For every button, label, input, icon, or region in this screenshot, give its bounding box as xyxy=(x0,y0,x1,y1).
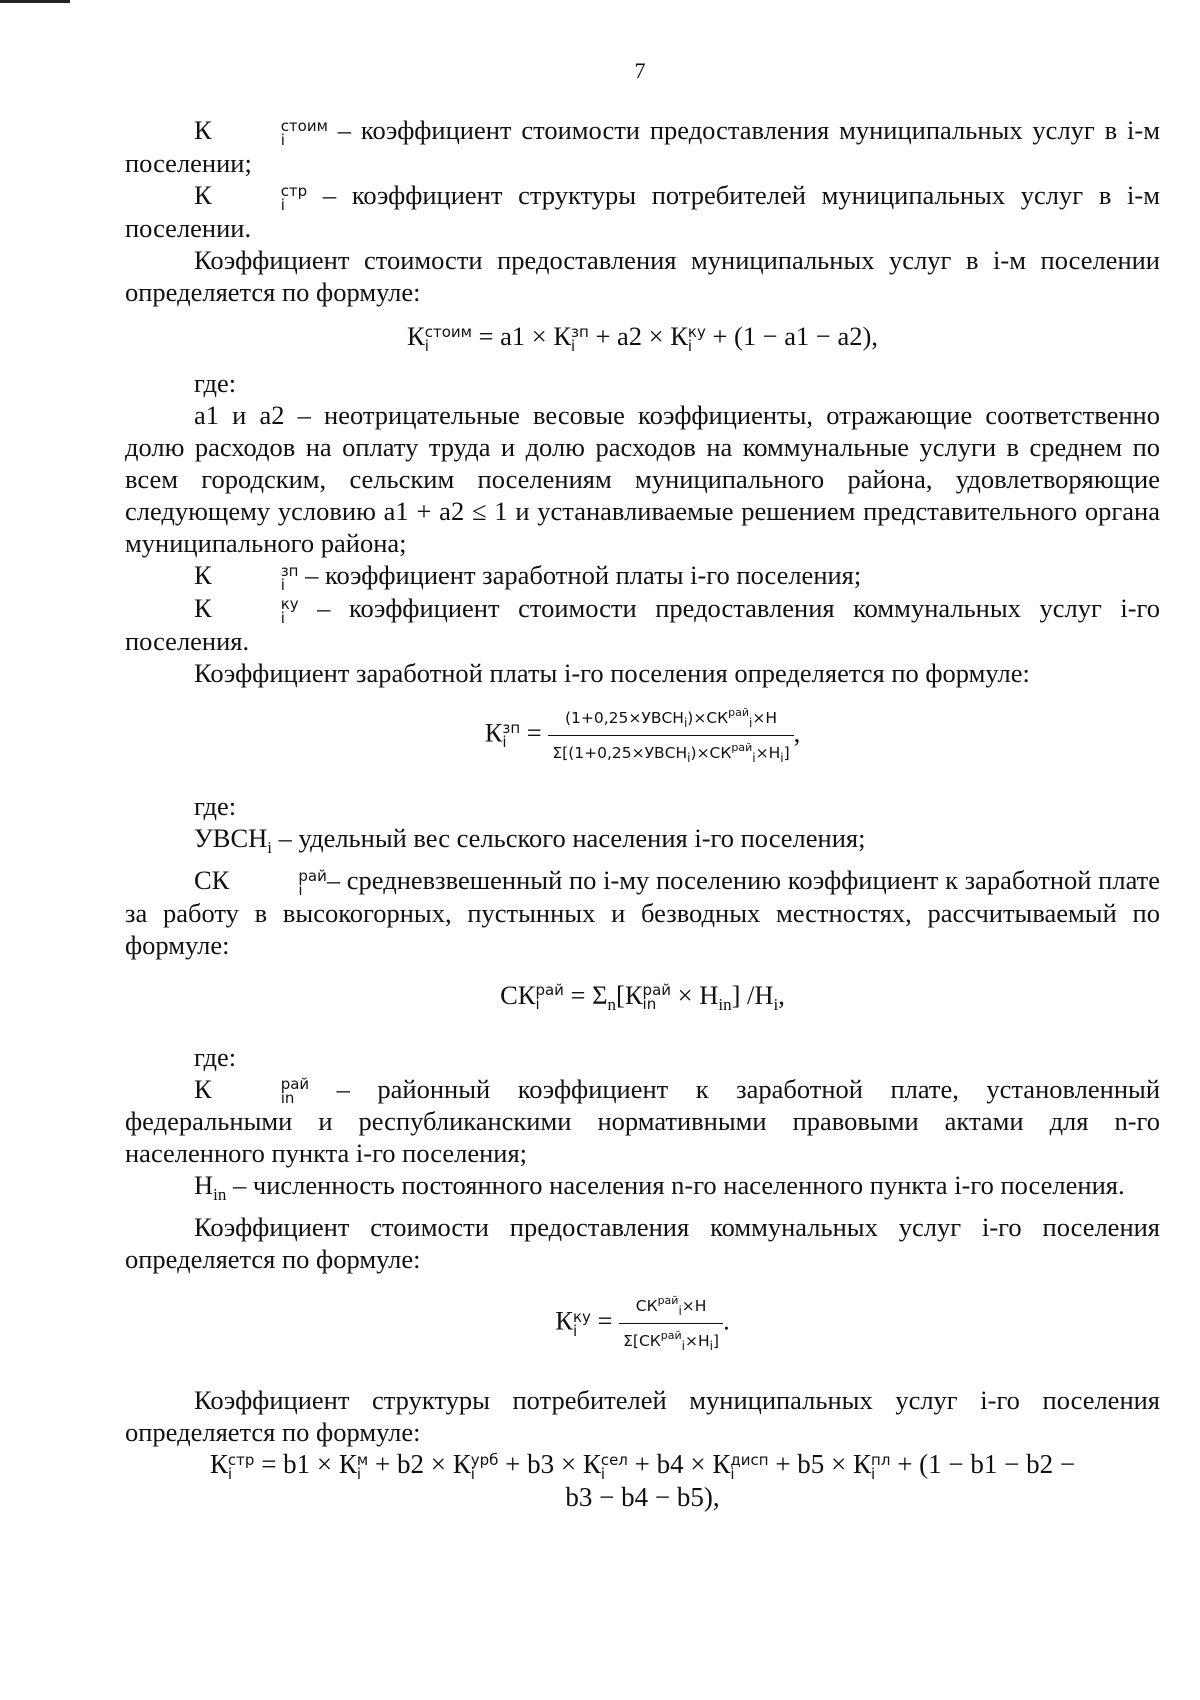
para-k-zp: К зп i – коэффициент заработной платы i-го поселения; xyxy=(194,559,862,594)
page-number: 7 xyxy=(634,58,646,83)
fraction-k-zp: $\frac{(1+0,25\times УВСН_i)\times СК^{рай}_i\times Н}{\Sigma[(1+0,25\times УВСН_i)\times СК^{рай}_i\times Н_i]}$ xyxy=(548,703,793,768)
sym-k: К xyxy=(194,179,212,210)
where-label-1: где: xyxy=(194,367,237,398)
para-k-str-text: – коэффициент структуры потребителей муниципальных услуг в i-м поселении. xyxy=(125,179,1160,243)
para-uvsn: $УВСН_i$ – удельный вес сельского населения i-го поселения; xyxy=(194,822,866,857)
para-formula-intro-2: Коэффициент заработной платы i-го поселения определяется по формуле: xyxy=(194,657,1030,688)
fraction-k-ku: $\frac{СК^{рай}_i\times Н}{\Sigma[СК^{рай}_i\times Н_i]}$ xyxy=(619,1291,723,1356)
document-body xyxy=(125,114,1160,1513)
where-label-2: где: xyxy=(194,790,237,821)
sym-k-scripts: стр i xyxy=(280,181,308,214)
para-k-str xyxy=(125,179,1160,244)
para-k-stoim xyxy=(125,114,1160,179)
para-formula-intro-1: Коэффициент стоимости предоставления муниципальных услуг в i-м поселении определяется по формуле: xyxy=(125,244,1160,307)
para-formula-intro-3: Коэффициент стоимости предоставления коммунальных услуг i-го поселения определяется по формуле: xyxy=(125,1212,1160,1275)
where-label-3: где: xyxy=(194,1041,237,1072)
scan-mark xyxy=(0,0,70,3)
formula-ck-rai: СК рай i = $\Sigma_n[К$ рай in × $Н_{in}$] $/Н_i$, xyxy=(500,979,785,1014)
formula-k-str: К стр i = b1 × К м i + b2 × К урб i + b3 × К сел i + b4 × К дисп i + b5 × К пл i + (1 − b1 − b2 − xyxy=(209,1449,1076,1484)
formula-k-stoim: К стоим i = a1 × К зп i + a2 × К ку i + (1 − a1 − a2), xyxy=(407,320,878,355)
sym-k-scripts: стоим i xyxy=(280,116,328,149)
para-k-rai-in: К рай in – районный коэффициент к заработной плате, установленный федеральными и республиканскими нормативными правовыми актами для n-го населенного пункта i-го поселения; xyxy=(125,1073,1161,1169)
para-k-ku: К ку i – коэффициент стоимости предоставления коммунальных услуг i-го поселения. xyxy=(125,592,1160,656)
para-h-in: $Н_{in}$ – численность постоянного населения n-го населенного пункта i-го поселения. xyxy=(194,1170,1125,1205)
para-ck-rai: СК рай i – средневзвешенный по i-му поселению коэффициент к заработной плате за работу в высокогорных, пустынных и безводных местностях, рассчитываемый по формуле: xyxy=(125,864,1160,960)
para-k-stoim-text: – коэффициент стоимости предоставления муниципальных услуг в i-м поселении; xyxy=(125,115,1160,178)
sym-k: К xyxy=(194,115,212,145)
formula-k-ku: К ку i = $\frac{СК^{рай}_i\times Н}{\Sigma[СК^{рай}_i\times Н_i]}$ . xyxy=(125,1291,1160,1356)
para-formula-intro-4: Коэффициент структуры потребителей муниципальных услуг i-го поселения определяется по формуле: xyxy=(125,1385,1160,1448)
formula-k-zp: К зп i = $\frac{(1+0,25\times УВСН_i)\times СК^{рай}_i\times Н}{\Sigma[(1+0,25\times УВСН_i)\times СК^{рай}_i\times Н_i]}$ , xyxy=(125,703,1160,768)
para-a1-a2: a1 и a2 – неотрицательные весовые коэффициенты, отражающие соответственно долю расходов на оплату труда и долю расходов на коммунальные услуги в среднем по всем городским, сельским поселениям муниципального района, удовлетворяющие следующему условию a1 + a2 ≤ 1 и устанавливаемые решением представительного органа муниципального района; xyxy=(125,399,1160,558)
formula-k-str-line2: b3 − b4 − b5), xyxy=(565,1482,720,1513)
